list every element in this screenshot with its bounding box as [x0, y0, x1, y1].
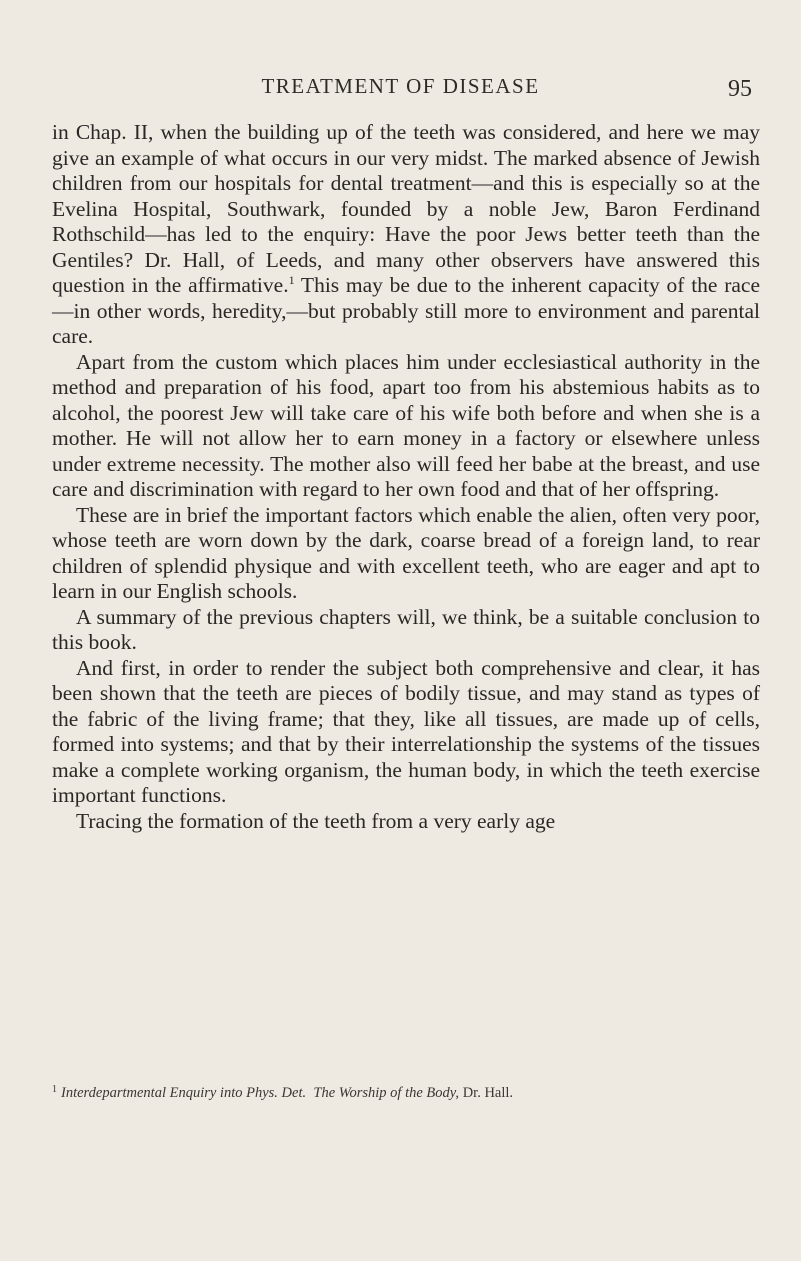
running-title: TREATMENT OF DISEASE: [261, 74, 540, 98]
page-number: 95: [728, 76, 752, 102]
paragraph: A summary of the previous chapters will, we think, be a suitable conclusion to this book.: [52, 604, 760, 654]
footnote-author: Dr. Hall.: [462, 1085, 514, 1101]
footnote-mark: 1: [52, 1084, 57, 1095]
footnote: [52, 1084, 760, 1102]
paragraph: And first, in order to render the subject both comprehensive and clear, it has been shown that the teeth are pieces of bodily tissue, and may stand as types of the fabric of the living frame; that they, like all tissues, are made up of cells, formed into systems; and that by their interrelationship the systems of the tissues make a complete working organism, the human body, in which the teeth exercise important functions.: [52, 655, 760, 807]
footnote-reference: 1: [288, 273, 295, 287]
paragraph: These are in brief the important factors which enable the alien, often very poor, whose teeth are worn down by the dark, coarse bread of a foreign land, to rear children of splendid physique and with excellent teeth, who are eager and apt to learn in our English schools.: [52, 502, 760, 603]
footnote-source: Interdepartmental Enquiry into Phys. Det.: [61, 1085, 307, 1101]
paragraph: [52, 120, 760, 350]
paragraph: Apart from the custom which places him under ecclesiastical authority in the method and preparation of his food, apart too from his abstemious habits as to alcohol, the poorest Jew will take care of his wife both before and when she is a mother. He will not allow her to earn money in a factory or elsewhere unless under extreme necessity. The mother also will feed her babe at the breast, and use care and discrimination with regard to her own food and that of her offspring.: [52, 349, 760, 501]
body-text: [52, 120, 760, 834]
paragraph-text: This may be due to the inherent capacity of the race—in other words, heredity,—but probably still more to environment and parental care.: [52, 273, 760, 348]
paragraph: Tracing the formation of the teeth from a very early age: [76, 808, 556, 833]
footnote-source: The Worship of the Body,: [313, 1085, 460, 1101]
paragraph-text: in Chap. II, when the building up of the teeth was considered, and here we may give an example of what occurs in our very midst. The marked absence of Jewish children from our hospitals for dental treatment—and this is especially so at the Evelina Hospital, Southwark, founded by a noble Jew, Baron Ferdinand Rothschild—has led to the enquiry: Have the poor Jews better teeth than the Gentiles? Dr. Hall, of Leeds, and many other observers have answered this question in the affirmative.: [52, 120, 760, 297]
